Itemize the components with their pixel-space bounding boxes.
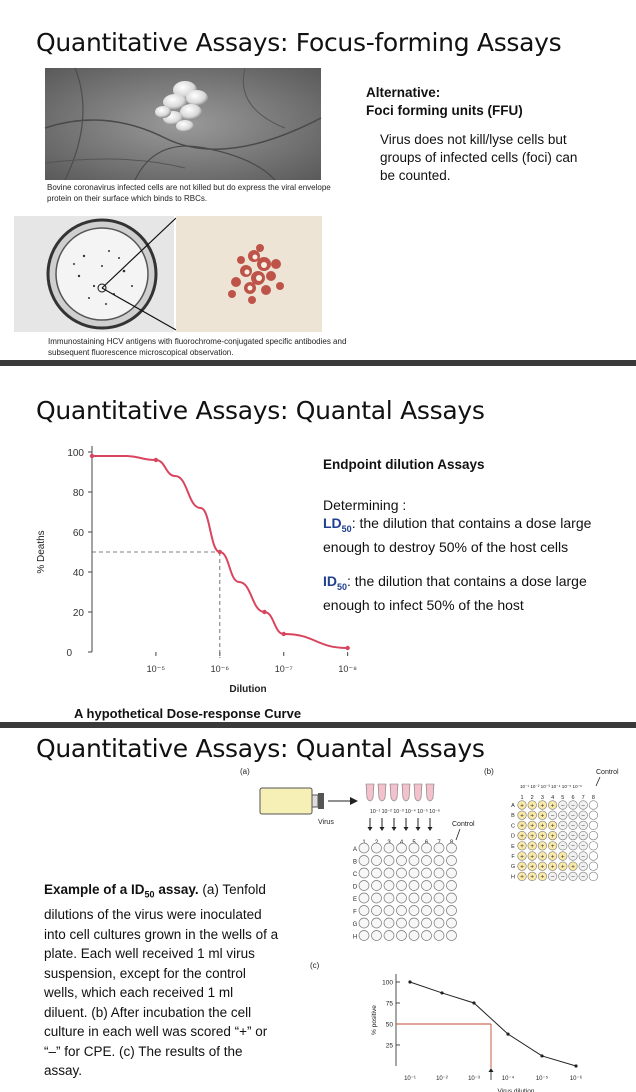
x-tick-label: 10⁻¹ <box>404 1076 416 1082</box>
well-score: + <box>530 853 535 861</box>
panel-a-label: (a) <box>240 767 250 776</box>
plate-well <box>384 856 394 866</box>
column-number: 6 <box>571 795 575 801</box>
row-letter: G <box>510 864 516 871</box>
well-score: + <box>540 832 545 840</box>
curve-point <box>154 458 158 462</box>
plate-well <box>447 856 457 866</box>
y-tick-label: 20 <box>72 608 84 619</box>
plate-well <box>409 918 419 928</box>
well-score: + <box>560 863 565 871</box>
x-axis-title: Dilution <box>229 684 267 695</box>
plate-well <box>397 906 407 916</box>
well-score: − <box>550 812 555 820</box>
plate-well <box>372 931 382 941</box>
chart-caption: A hypothetical Dose-response Curve <box>74 706 302 721</box>
x-tick-label: 10⁻⁶ <box>210 664 230 674</box>
titration-point <box>472 1001 475 1004</box>
panel-c-label: (c) <box>310 961 320 970</box>
plate-well <box>372 868 382 878</box>
well-score: + <box>530 843 535 851</box>
well-score: − <box>581 832 586 840</box>
ld50-definition <box>323 514 623 556</box>
plate-well <box>384 843 394 853</box>
curve-point <box>282 632 286 636</box>
well-score: − <box>581 853 586 861</box>
plate-well <box>359 868 369 878</box>
plate-well <box>409 893 419 903</box>
y-tick-label: 50 <box>385 1021 393 1029</box>
id50-definition <box>323 572 623 614</box>
determining-label: Determining : <box>323 497 407 513</box>
titration-point <box>440 991 443 994</box>
well-score: + <box>530 863 535 871</box>
well-score: + <box>540 863 545 871</box>
well-score: − <box>581 873 586 881</box>
plate-well <box>384 881 394 891</box>
well-score: + <box>550 832 555 840</box>
alternative-heading: Alternative: <box>366 85 441 100</box>
well-score: − <box>560 843 565 851</box>
well-score: − <box>571 853 575 861</box>
well-score: + <box>540 802 545 810</box>
well-score: − <box>581 822 586 830</box>
plate-well <box>409 868 419 878</box>
well-score: + <box>530 812 535 820</box>
tube-arrow-head <box>416 827 421 831</box>
plate-well <box>422 868 432 878</box>
flask-body <box>260 788 312 814</box>
well-score: − <box>581 863 586 871</box>
plate-well <box>409 881 419 891</box>
plate-well <box>589 862 598 871</box>
plate-well <box>359 856 369 866</box>
micrograph-bovine-coronavirus <box>45 68 321 180</box>
id50-sub: 50 <box>337 581 348 592</box>
well-score: + <box>540 812 545 820</box>
well-score: − <box>560 832 565 840</box>
plate-well <box>434 931 444 941</box>
y-tick-label: 80 <box>72 488 84 499</box>
plate-well <box>372 881 382 891</box>
figure-panel-c <box>310 960 636 1092</box>
curve-point <box>90 454 94 458</box>
plate-well <box>434 868 444 878</box>
tube-arrow-head <box>368 827 373 831</box>
slide-focus-forming <box>0 0 636 360</box>
well-score: + <box>550 863 555 871</box>
well-score: + <box>520 843 524 851</box>
well-score: + <box>540 843 545 851</box>
x-tick-label: 10⁻⁷ <box>274 664 293 674</box>
well-score: − <box>560 822 565 830</box>
well-score: + <box>550 802 555 810</box>
plate-well <box>359 918 369 928</box>
plate-well <box>372 893 382 903</box>
well-score: − <box>560 873 565 881</box>
immunostain-image <box>176 216 322 332</box>
plate-well <box>589 801 598 810</box>
row-letter: D <box>352 884 358 891</box>
plate-well <box>589 852 598 861</box>
titration-point <box>540 1054 543 1057</box>
row-letter: C <box>352 872 358 878</box>
plate-well <box>397 881 407 891</box>
endpoint-heading: Endpoint dilution Assays <box>323 457 485 472</box>
plate-well <box>409 906 419 916</box>
ld50-sub: 50 <box>341 523 352 534</box>
plate-well <box>359 893 369 903</box>
plate-well <box>447 843 457 853</box>
plate-well <box>422 931 432 941</box>
plate-well <box>409 843 419 853</box>
plate-well <box>397 893 407 903</box>
plate-well <box>397 843 407 853</box>
plate-well <box>397 856 407 866</box>
plate-well <box>384 893 394 903</box>
row-letter: G <box>352 922 358 928</box>
plate-well <box>447 931 457 941</box>
x-tick-label: 10⁻⁵ <box>146 664 166 674</box>
slide-title: Quantitative Assays: Quantal Assays <box>36 734 485 763</box>
plate-well <box>589 831 598 840</box>
well-score: + <box>540 873 545 881</box>
well-score: + <box>571 863 575 871</box>
plate-well <box>434 843 444 853</box>
plate-well <box>422 918 432 928</box>
x-tick-label: 10⁻⁴ <box>501 1076 515 1082</box>
control-label: Control <box>452 821 475 828</box>
plate-well <box>384 931 394 941</box>
plate-well <box>372 856 382 866</box>
well-score: + <box>560 853 565 861</box>
plate-well <box>384 906 394 916</box>
tube-arrow-head <box>428 827 433 831</box>
tube-arrow-head <box>404 827 409 831</box>
curve-point <box>345 646 349 650</box>
y-tick-label: 100 <box>382 979 393 987</box>
tcid50-arrow-head <box>489 1068 494 1072</box>
well-score: + <box>520 822 524 830</box>
well-score: − <box>581 812 586 820</box>
ld50-text: : the dilution that contains a dose large enough to destroy 50% of the host cells <box>323 515 592 555</box>
flask-cap <box>318 793 324 809</box>
example-body: (a) Tenfold dilutions of the virus were inoculated into cell cultures grown in the wells of a plate. Each well received 1 ml virus suspension, except for the control wells, which each received 1 ml diluent. (b) After incubation the cell culture in each well was scored “+” or “–” for CPE. (c) The results of the assay. <box>44 882 279 1079</box>
plate-well <box>359 843 369 853</box>
well-score: + <box>540 853 545 861</box>
dilution-tube <box>378 784 386 801</box>
plate-well <box>422 881 432 891</box>
x-tick-label: 10⁻² <box>436 1076 448 1082</box>
plate-well <box>409 931 419 941</box>
plate-well <box>372 906 382 916</box>
well-score: − <box>571 802 575 810</box>
plate-well <box>434 918 444 928</box>
dilution-tube <box>366 784 374 801</box>
slide-quantal-assays-2 <box>0 728 636 1092</box>
plate-well <box>589 842 598 851</box>
slide-title: Quantitative Assays: Focus-forming Assays <box>36 28 562 57</box>
y-tick-label: 60 <box>72 528 84 539</box>
well-score: − <box>571 822 575 830</box>
ffu-heading: Foci forming units (FFU) <box>366 103 523 118</box>
panel-b-label: (b) <box>484 767 494 776</box>
row-letter: D <box>511 833 515 840</box>
well-score: − <box>571 812 575 820</box>
well-score: − <box>560 812 565 820</box>
y-tick-label: 25 <box>385 1042 393 1050</box>
column-number: 8 <box>591 795 595 801</box>
well-score: + <box>530 832 535 840</box>
y-axis-title: % Deaths <box>36 530 47 574</box>
plate-well <box>434 906 444 916</box>
plate-well <box>372 918 382 928</box>
plate-well <box>359 931 369 941</box>
plate-well <box>359 906 369 916</box>
id50-label: ID <box>323 573 337 589</box>
column-number: 7 <box>581 795 585 801</box>
row-letter: A <box>352 847 358 853</box>
column-number: 1 <box>520 795 524 801</box>
plate-well <box>589 821 598 830</box>
well-score: + <box>530 822 535 830</box>
plate-well <box>397 868 407 878</box>
well-score: − <box>581 843 586 851</box>
plate-well <box>384 868 394 878</box>
plate-well <box>589 872 598 881</box>
titration-point <box>408 980 411 983</box>
row-letter: E <box>511 843 515 850</box>
row-letter: H <box>511 874 515 881</box>
virus-label: Virus <box>318 819 334 826</box>
well-score: + <box>520 832 524 840</box>
dilution-header: 10⁻¹ 10⁻² 10⁻³ 10⁻⁴ 10⁻⁵ 10⁻⁶ <box>370 809 440 815</box>
row-letter: F <box>353 909 357 916</box>
well-score: − <box>571 832 575 840</box>
x-tick-label: 10⁻⁸ <box>338 664 357 674</box>
dilution-tube <box>402 784 410 801</box>
row-letter: H <box>352 934 358 941</box>
well-score: + <box>520 863 524 871</box>
plate-well <box>422 906 432 916</box>
control-label-b: Control <box>596 769 619 776</box>
plate-well <box>447 906 457 916</box>
example-bold: Example of a ID <box>44 882 145 897</box>
plate-well <box>422 893 432 903</box>
plate-well <box>589 811 598 820</box>
column-number: 4 <box>551 795 555 801</box>
x-tick-label: 10⁻⁶ <box>569 1076 583 1082</box>
plate-well <box>447 918 457 928</box>
row-letter: A <box>511 803 515 809</box>
plate-well <box>447 868 457 878</box>
figure-panel-a <box>230 764 510 964</box>
tube-arrow-head <box>392 827 397 831</box>
arrow-head <box>350 797 358 805</box>
control-arrow-b <box>596 777 600 786</box>
curve-point <box>218 550 222 554</box>
slide-title: Quantitative Assays: Quantal Assays <box>36 396 485 425</box>
row-letter: E <box>352 897 358 903</box>
plate-well <box>447 881 457 891</box>
well-score: + <box>550 853 555 861</box>
example-bold-2: assay. <box>154 882 199 897</box>
column-number: 3 <box>540 795 544 801</box>
x-tick-label: 10⁻⁵ <box>535 1076 549 1082</box>
well-score: + <box>530 802 535 810</box>
row-letter: F <box>511 854 515 860</box>
plate-well <box>422 856 432 866</box>
plate-well <box>397 931 407 941</box>
figure-panel-b <box>470 764 630 924</box>
well-score: + <box>520 812 524 820</box>
caption-immunostain: Immunostaining HCV antigens with fluorochrome-conjugated specific antibodies and subsequent fluorescence microscopical observation. <box>48 337 347 357</box>
plate-well <box>384 918 394 928</box>
id50-text: : the dilution that contains a dose large enough to infect 50% of the host <box>323 573 587 613</box>
well-score: − <box>560 802 565 810</box>
ffu-description: Virus does not kill/lyse cells but groups of infected cells (foci) can be counted. <box>380 132 578 183</box>
zoom-lines <box>100 216 180 332</box>
slide-quantal-assays-1 <box>0 366 636 722</box>
dilution-tube <box>426 784 434 801</box>
plate-well <box>372 843 382 853</box>
y-tick-label: 40 <box>72 568 84 579</box>
plate-well <box>359 881 369 891</box>
curve-point <box>262 610 266 614</box>
column-number: 2 <box>530 795 534 801</box>
caption-bovine: Bovine coronavirus infected cells are not killed but do express the viral envelope protein on their surface which binds to RBCs. <box>47 183 331 203</box>
y-tick-label: 0 <box>66 648 72 659</box>
well-score: + <box>550 843 555 851</box>
plate-well <box>434 856 444 866</box>
x-tick-label: 10⁻³ <box>468 1076 480 1082</box>
example-sub: 50 <box>144 889 155 900</box>
row-letter: B <box>352 859 358 866</box>
plate-well <box>447 893 457 903</box>
tube-arrow-head <box>380 827 385 831</box>
row-letter: C <box>511 823 515 830</box>
plate-well <box>434 881 444 891</box>
plate-well <box>422 843 432 853</box>
row-letter: B <box>511 813 515 820</box>
column-number: 5 <box>561 795 565 801</box>
well-score: − <box>571 843 575 851</box>
well-score: + <box>520 873 524 881</box>
dilution-header-b: 10⁻¹ 10⁻² 10⁻³ 10⁻⁴ 10⁻⁵ 10⁻⁶ <box>520 784 582 789</box>
ld50-label: LD <box>323 515 342 531</box>
well-score: + <box>520 853 524 861</box>
y-axis-title: % positive <box>371 1005 378 1035</box>
control-arrow <box>456 829 460 840</box>
well-score: + <box>550 822 555 830</box>
well-score: + <box>520 802 524 810</box>
y-tick-label: 100 <box>67 448 84 459</box>
plate-well <box>409 856 419 866</box>
well-score: + <box>540 822 545 830</box>
well-score: − <box>550 873 555 881</box>
well-score: − <box>571 873 575 881</box>
titration-point <box>506 1032 509 1035</box>
x-axis-title: Virus dilution <box>497 1088 535 1092</box>
well-score: − <box>581 802 586 810</box>
flask-neck <box>312 795 318 807</box>
plate-well <box>397 918 407 928</box>
well-score: + <box>530 873 535 881</box>
titration-point <box>574 1064 577 1067</box>
dilution-tube <box>414 784 422 801</box>
dilution-tube <box>390 784 398 801</box>
plate-well <box>434 893 444 903</box>
y-tick-label: 75 <box>385 1000 393 1008</box>
